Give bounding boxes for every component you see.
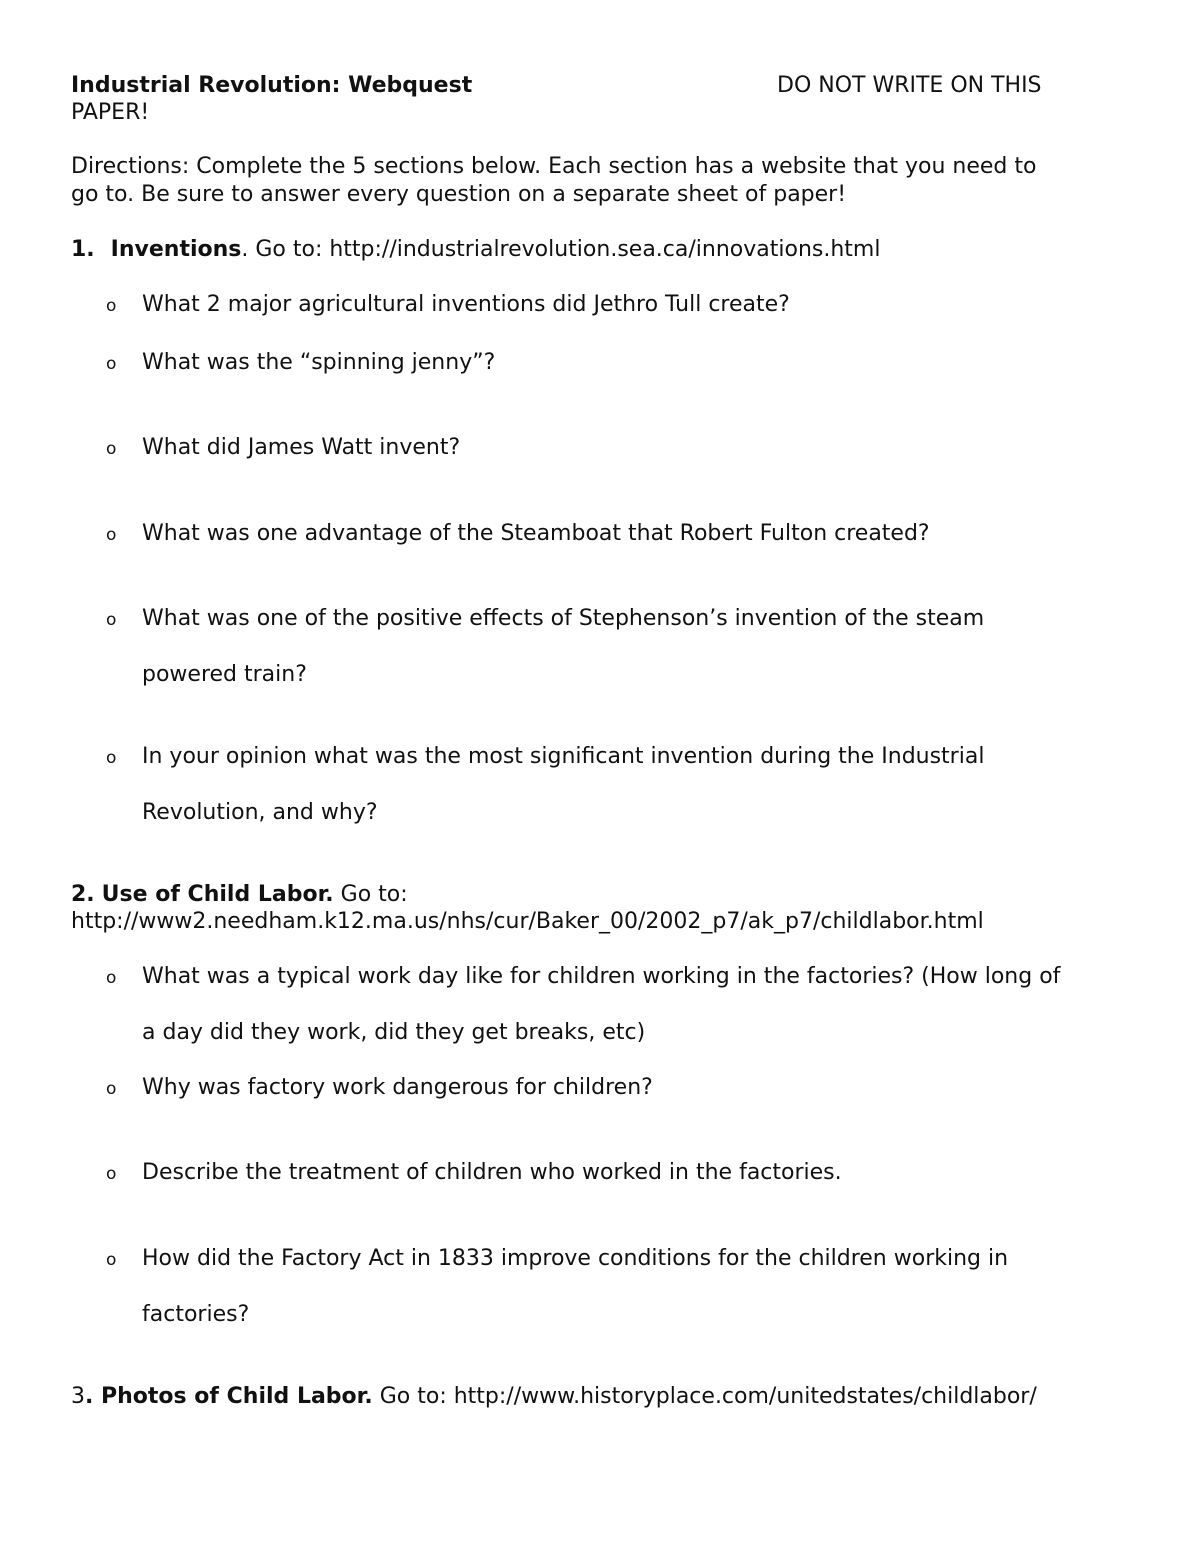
bullet-icon: o bbox=[106, 1250, 117, 1270]
bullet-icon: o bbox=[106, 354, 117, 374]
question-1-1: What 2 major agricultural inventions did Jethro Tull create? bbox=[142, 292, 790, 317]
section-2-title: Use of Child Labor. bbox=[101, 882, 334, 907]
section-3-heading bbox=[71, 1383, 1037, 1411]
bullet-icon: o bbox=[106, 968, 117, 988]
question-1-6-continued: Revolution, and why? bbox=[142, 800, 378, 825]
bullet-icon: o bbox=[106, 296, 117, 316]
question-2-4: How did the Factory Act in 1833 improve conditions for the children working in bbox=[142, 1246, 1009, 1271]
section-3-link[interactable]: Go to: http://www.historyplace.com/unitedstates/childlabor/ bbox=[372, 1384, 1037, 1409]
question-2-4-continued: factories? bbox=[142, 1302, 250, 1327]
question-1-5: What was one of the positive effects of Stephenson’s invention of the steam bbox=[142, 606, 985, 631]
section-3-number: 3 bbox=[71, 1384, 85, 1409]
bullet-icon: o bbox=[106, 525, 117, 545]
directions-line-1: Directions: Complete the 5 sections below. Each section has a website that you need to bbox=[71, 154, 1037, 179]
warning-text: DO NOT WRITE ON THIS bbox=[777, 73, 1042, 98]
bullet-icon: o bbox=[106, 748, 117, 768]
question-2-1-continued: a day did they work, did they get breaks, etc) bbox=[142, 1020, 646, 1045]
question-1-6: In your opinion what was the most significant invention during the Industrial bbox=[142, 744, 985, 769]
question-1-2: What was the “spinning jenny”? bbox=[142, 350, 496, 375]
section-1-title: Inventions bbox=[110, 237, 242, 262]
section-2-number: 2. bbox=[71, 882, 95, 907]
question-2-2: Why was factory work dangerous for children? bbox=[142, 1075, 653, 1100]
warning-text-continued: PAPER! bbox=[71, 100, 150, 125]
question-2-1: What was a typical work day like for children working in the factories? (How long of bbox=[142, 964, 1061, 989]
section-2-heading bbox=[71, 881, 408, 909]
bullet-icon: o bbox=[106, 1164, 117, 1184]
section-2-link[interactable]: http://www2.needham.k12.ma.us/nhs/cur/Baker_00/2002_p7/ak_p7/childlabor.html bbox=[71, 909, 984, 934]
question-1-5-continued: powered train? bbox=[142, 662, 307, 687]
question-1-3: What did James Watt invent? bbox=[142, 435, 461, 460]
question-2-3: Describe the treatment of children who worked in the factories. bbox=[142, 1160, 842, 1185]
question-1-4: What was one advantage of the Steamboat that Robert Fulton created? bbox=[142, 521, 930, 546]
section-3-title: . Photos of Child Labor. bbox=[85, 1384, 373, 1409]
bullet-icon: o bbox=[106, 439, 117, 459]
directions-line-2: go to. Be sure to answer every question on a separate sheet of paper! bbox=[71, 182, 847, 207]
section-1-heading bbox=[71, 236, 880, 264]
section-1-number: 1. bbox=[71, 237, 95, 262]
section-2-goto-label: Go to: bbox=[333, 882, 408, 907]
page-title: Industrial Revolution: Webquest bbox=[71, 73, 473, 98]
section-1-link[interactable]: . Go to: http://industrialrevolution.sea.ca/innovations.html bbox=[241, 237, 881, 262]
bullet-icon: o bbox=[106, 610, 117, 630]
bullet-icon: o bbox=[106, 1079, 117, 1099]
